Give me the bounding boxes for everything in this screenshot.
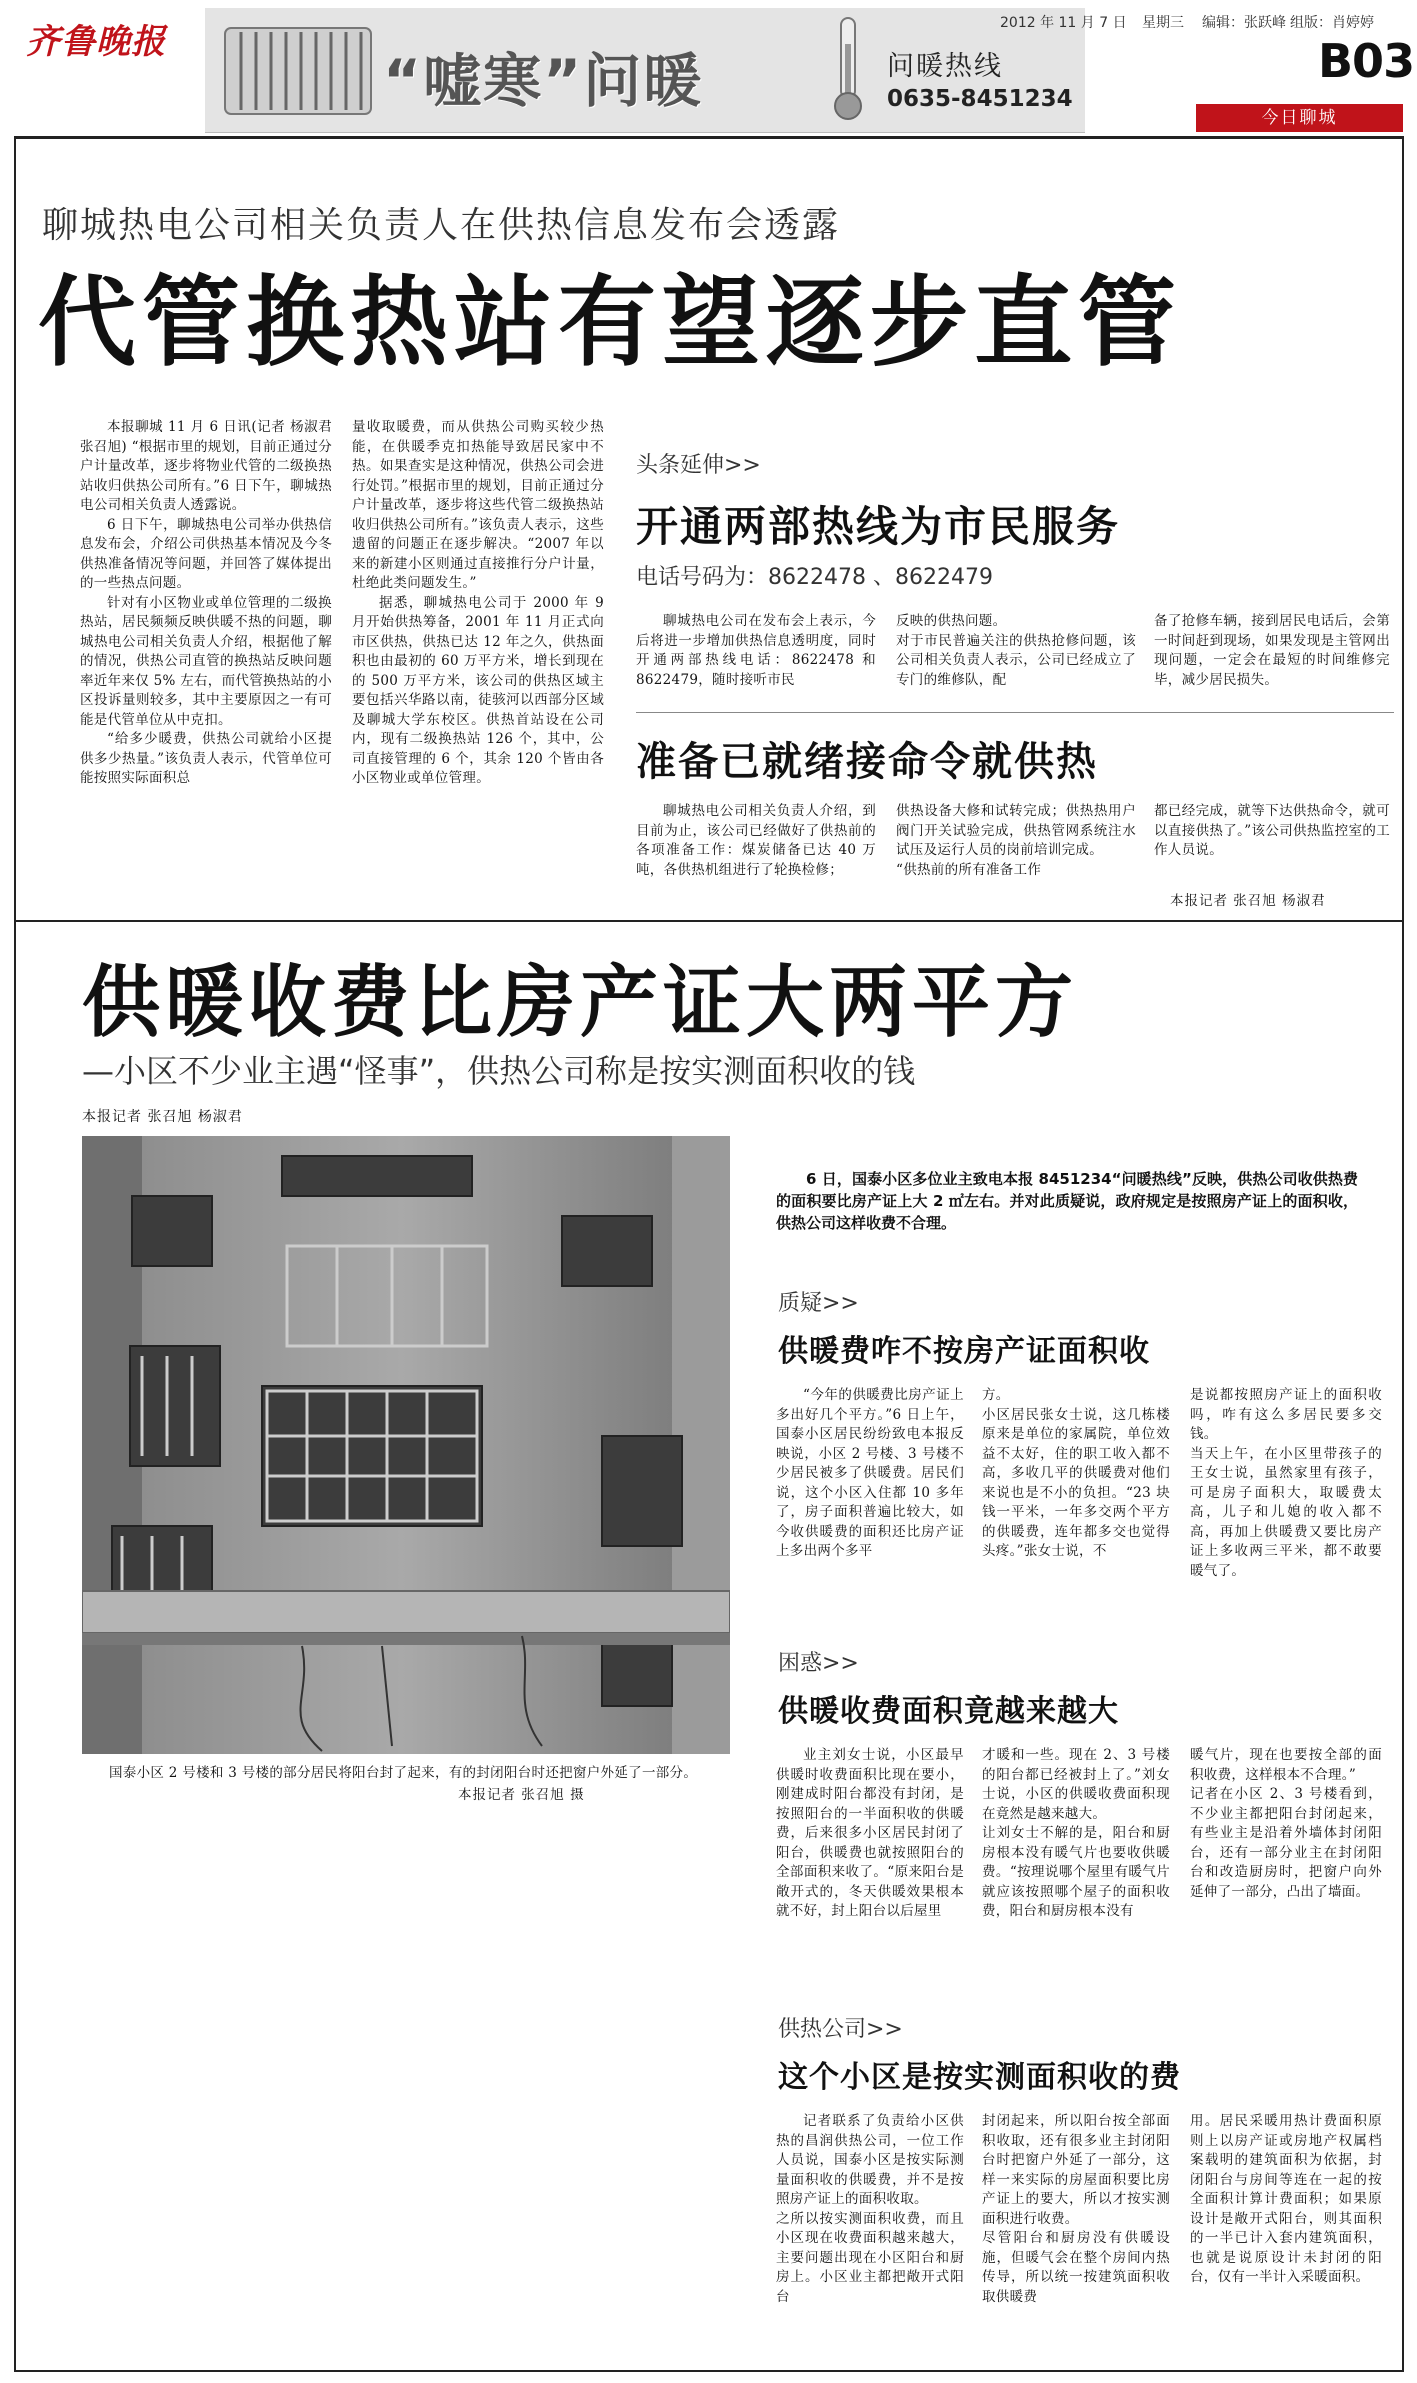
hotline-label: 问暖热线	[887, 51, 1003, 82]
article1-kicker: 聊城热电公司相关负责人在供热信息发布会透露	[42, 205, 841, 246]
right-frame-line	[1402, 139, 1404, 2371]
question-column-2: 方。 小区居民张女士说，这几栋楼原来是单位的家属院，单位效益不太好，住的职工收入都不高，多收几平的供暖费对他们来说也是不小的负担。“23 块钱一平米，一年多交两个平方的供暖费，连年都多交也觉得头疼。”张女士说，不	[982, 1387, 1170, 1559]
article1-column-1	[80, 418, 332, 908]
editor-credit: 编辑：张跃峰	[1202, 15, 1286, 31]
page-number: B03	[1318, 34, 1415, 88]
section-rule	[14, 920, 1404, 922]
sidebar1-column-1: 聊城热电公司在发布会上表示，今后将进一步增加供热信息透明度，同时开通两部热线电话：8622478 和 8622479，随时接听市民	[636, 613, 876, 688]
heating-company-column-3: 用。居民采暖用热计费面积原则上以房产证或房地产权属档案载明的建筑面积为依据，封闭阳台与房间等连在一起的按全面积计算计费面积；如果原设计是敞开式阳台，则其面积的一半已计入套内建筑面积，也就是说原设计未封闭的阳台，仅有一半计入采暖面积。	[1190, 2113, 1382, 2285]
question-column-1: “今年的供暖费比房产证上多出好几个平方。”6 日上午，国泰小区居民纷纷致电本报反映说，小区 2 号楼、3 号楼不少居民被多了供暖费。居民们说，这个小区入住都 10 多年了，房子面积普遍比较大，如今收供暖费的面积还比房产证上多出两个多平	[776, 1387, 964, 1559]
left-frame-line	[14, 139, 16, 2371]
sidebar1-phone-line: 电话号码为：8622478 、8622479	[636, 565, 993, 590]
sidebar1-kicker: 头条延伸>>	[636, 453, 761, 478]
sidebar1-column-3: 备了抢修车辆，接到居民电话后，会第一时间赶到现场，如果发现是主管网出现问题，一定会在最短的时间维修完毕，减少居民损失。	[1154, 613, 1390, 688]
sidebar1-title: 开通两部热线为市民服务	[636, 502, 1121, 551]
banner-title: “嘘寒”问暖	[383, 47, 704, 115]
heating-company-column-2: 封闭起来，所以阳台按全部面积收取，还有很多业主封闭阳台时把窗户外延了一部分，这样一来实际的房屋面积要比房产证上的要大，所以才按实测面积进行收费。 尽管阳台和厨房没有供暖设施，但暖气会在整个房间内热传导，所以统一按建筑面积收取供暖费	[982, 2113, 1170, 2305]
masthead-rule	[14, 136, 1404, 139]
layout-credit: 组版：肖婷婷	[1290, 15, 1374, 31]
sidebar2-title: 准备已就绪接命令就供热	[636, 739, 1098, 785]
heating-company-kicker: 供热公司>>	[778, 2017, 903, 2042]
masthead-banner	[205, 8, 1085, 133]
radiator-icon	[223, 22, 373, 120]
photo-caption: 国泰小区 2 号楼和 3 号楼的部分居民将阳台封了起来，有的封闭阳台时还把窗户外延了一部分。	[109, 1765, 698, 1781]
sidebar2-column-1: 聊城热电公司相关负责人介绍，到目前为止，该公司已经做好了供热前的各项准备工作：煤炭储备已达 40 万吨，各供热机组进行了轮换检修；	[636, 803, 876, 878]
sidebar2-column-3: 都已经完成，就等下达供热命令，就可以直接供热了。”该公司供热监控室的工作人员说。	[1154, 803, 1390, 858]
heating-company-title: 这个小区是按实测面积收的费	[778, 2060, 1181, 2095]
question-title: 供暖费咋不按房产证面积收	[778, 1334, 1150, 1369]
photo-credit: 本报记者 张召旭 摄	[458, 1787, 585, 1803]
article1-paragraph: 针对有小区物业或单位管理的二级换热站，居民频频反映供暖不热的问题，聊城热电公司相关负责人介绍，根据他了解的情况，供热公司直管的换热站反映问题率近年来仅 5% 左右，而代管换热站的小区投诉量则较多，其中主要原因之一有可能是代管单位从中克扣。	[80, 594, 332, 728]
article2-headline: 供暖收费比房产证大两平方	[82, 958, 1079, 1048]
confusion-column-3: 暖气片，现在也要按全部的面积收费，这样根本不合理。” 记者在小区 2、3 号楼看到，不少业主都把阳台封闭起来，有些业主是沿着外墙体封闭阳台，还有一部分业主在封闭阳台和改造厨房时，把窗户向外延伸了一部分，凸出了墙面。	[1190, 1747, 1382, 1900]
bottom-frame-line	[14, 2370, 1404, 2372]
article1-paragraph: 据悉，聊城热电公司于 2000 年 9 月开始供热筹备，2001 年 11 月正式向市区供热，供热已达 12 年之久，供热面积也由最初的 60 万平方米，增长到现在的 500 万平方米，该公司的供热区域主要包括兴华路以南，徒骇河以西部分区域及聊城大学东校区。供热首站设在公司内，现有二级换热站 126 个，其中，公司直接管理的 6 个，其余 120 个皆由各小区物业或单位管理。	[352, 594, 604, 786]
confusion-kicker: 困惑>>	[778, 1651, 859, 1676]
article2-byline: 本报记者 张召旭 杨淑君	[82, 1109, 243, 1125]
section-tab: 今日聊城	[1196, 104, 1403, 132]
confusion-column-2: 才暖和一些。现在 2、3 号楼的阳台都已经被封上了。”刘女士说，小区的供暖收费面积现在竟然是越来越大。 让刘女士不解的是，阳台和厨房根本没有暖气片也要收供暖费。“按理说哪个屋里有暖气片就应该按照哪个屋子的面积收费，阳台和厨房根本没有	[982, 1747, 1170, 1919]
question-kicker: 质疑>>	[778, 1291, 859, 1316]
issue-weekday: 星期三	[1142, 15, 1184, 31]
confusion-title: 供暖收费面积竟越来越大	[778, 1694, 1119, 1729]
newspaper-logo: 齐鲁晚报	[26, 22, 166, 62]
building-photo	[82, 1136, 730, 1754]
article2-subtitle: —小区不少业主遇“怪事”，供热公司称是按实测面积收的钱	[82, 1052, 916, 1090]
article1-headline: 代管换热站有望逐步直管	[38, 266, 1183, 380]
issue-date: 2012 年 11 月 7 日	[1000, 15, 1127, 31]
article1-paragraph: “给多少暖费，供热公司就给小区提供多少热量。”该负责人表示，代管单位可能按照实际面积总	[80, 731, 332, 786]
sidebar2-byline: 本报记者 张召旭 杨淑君	[1170, 893, 1326, 909]
thermometer-icon	[817, 14, 877, 124]
heating-company-column-1: 记者联系了负责给小区供热的昌润供热公司，一位工作人员说，国泰小区是按实际测量面积收的供暖费，并不是按照房产证上的面积收取。 之所以按实测面积收费，而且小区现在收费面积越来越大，主要问题出现在小区阳台和厨房上。小区业主都把敞开式阳台	[776, 2113, 964, 2305]
sidebar-divider	[636, 712, 1394, 713]
sidebar2-column-2: 供热设备大修和试转完成；供热热用户阀门开关试验完成，供热管网系统注水试压及运行人员的岗前培训完成。 “供热前的所有准备工作	[896, 803, 1136, 878]
question-column-3: 是说都按照房产证上的面积收吗，咋有这么多居民要多交钱。 当天上午，在小区里带孩子的王女士说，虽然家里有孩子，可是房子面积大，取暖费太高，儿子和儿媳的收入都不高，再加上供暖费又要比房产证上多收两三平米，都不敢要暖气了。	[1190, 1387, 1382, 1579]
confusion-column-1: 业主刘女士说，小区最早供暖时收费面积比现在要小，刚建成时阳台都没有封闭，是按照阳台的一半面积收的供暖费，后来很多小区居民封闭了阳台，供暖费也就按照阳台的全部面积来收了。“原来阳台是敞开式的，冬天供暖效果根本就不好，封上阳台以后屋里	[776, 1747, 964, 1919]
sidebar1-column-2: 反映的供热问题。 对于市民普遍关注的供热抢修问题，该公司相关负责人表示，公司已经成立了专门的维修队，配	[896, 613, 1136, 688]
article1-paragraph: 6 日下午，聊城热电公司举办供热信息发布会，介绍公司供热基本情况及今冬供热准备情况等问题，并回答了媒体提出的一些热点问题。	[80, 516, 332, 591]
hotline-number: 0635-8451234	[887, 86, 1073, 112]
article1-paragraph: 本报聊城 11 月 6 日讯(记者 杨淑君 张召旭) “根据市里的规划，目前正通过分户计量改革，逐步将物业代管的二级换热站收归供热公司所有。”6 日下午，聊城热电公司相关负责人透露说。	[80, 419, 332, 513]
article1-column-2	[352, 418, 604, 908]
article2-lead: 6 日，国泰小区多位业主致电本报 8451234“问暖热线”反映，供热公司收供热费的面积要比房产证上大 2 ㎡左右。并对此质疑说，政府规定是按照房产证上的面积收，供热公司这样收费不合理。	[776, 1170, 1358, 1232]
article1-paragraph: 量收取暖费，而从供热公司购买较少热能，在供暖季克扣热能导致居民家中不热。如果查实是这种情况，供热公司会进行处罚。”根据市里的规划，目前正通过分户计量改革，逐步将这些代管二级换热站收归供热公司所有。”该负责人表示，这些遗留的问题正在逐步解决。“2007 年以来的新建小区则通过直接推行分户计量，杜绝此类问题发生。”	[352, 419, 604, 591]
